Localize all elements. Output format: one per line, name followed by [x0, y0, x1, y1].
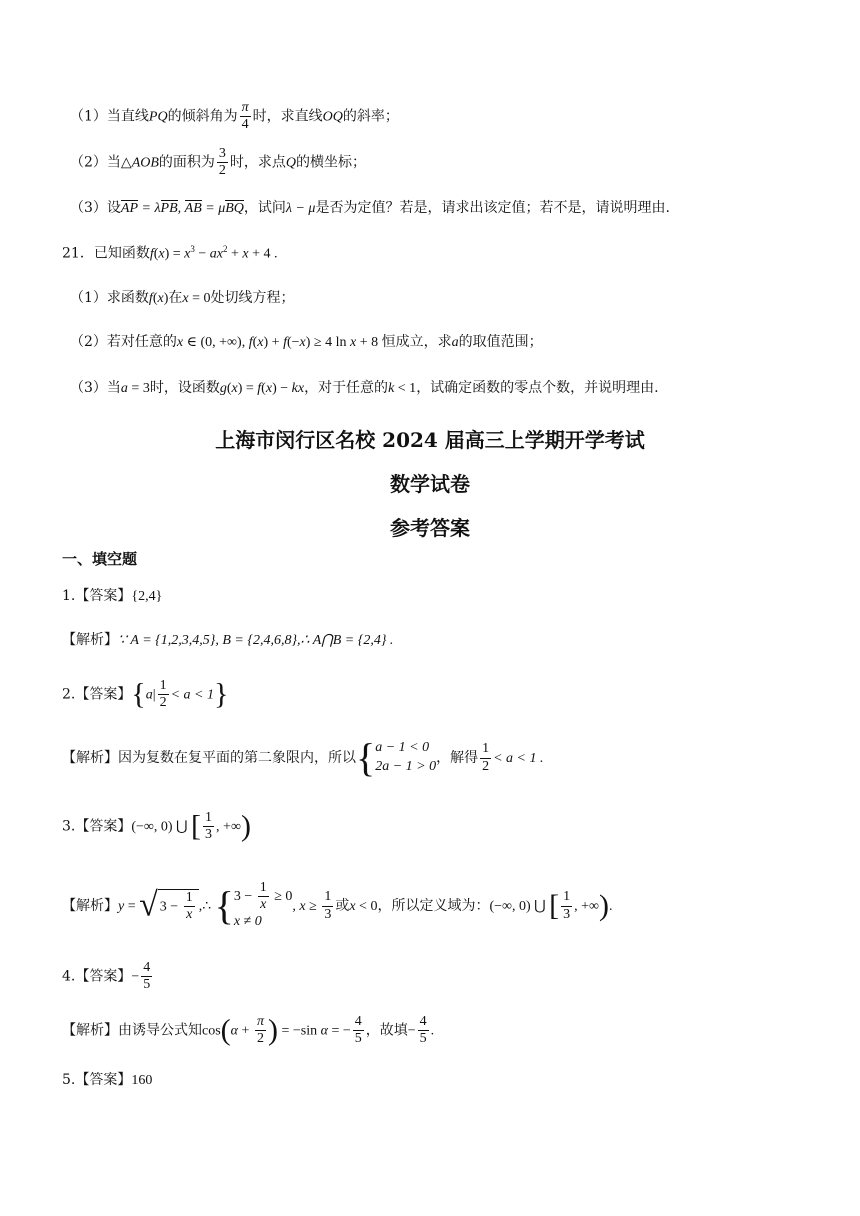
answer-1: 1.【答案】{2,4} — [62, 588, 163, 604]
q21-part1: （1）求函数f(x)在x = 0处切线方程； — [70, 290, 295, 306]
q20-part3: （3）设AP = λPB, AB = μBQ，试问λ − μ是否为定值？若是，请求出该定值；若不是，请说明理由. — [70, 200, 670, 216]
answer-3-explanation: 【解析】y = √ 3 − $\frac{1}{x}$ ,∴ { 3 − $\frac{1}{x}$ ≥ 0 x ≠ 0 , x ≥ $\frac{1}{3}$ 或x < 0，所以定义域为：(−∞, 0) ⋃ [ $\frac{1}{3}$ , +∞). — [62, 880, 613, 930]
answer-2-explanation: 【解析】因为复数在复平面的第二象限内，所以{ a − 1 < 0 2a − 1 > 0 ，解得 $\frac{1}{2}$ < a < 1 . — [62, 735, 544, 780]
answers-title: 参考答案 — [390, 516, 470, 540]
q21-part2: （2）若对任意的x ∈ (0, +∞), f(x) + f(−x) ≥ 4 ln x + 8 恒成立，求a的取值范围； — [70, 334, 543, 350]
q20-part1: （1）当直线PQ的倾斜角为 $\frac{\pi}{4}$ 时，求直线OQ的斜率； — [70, 100, 399, 133]
answer-2: 2.【答案】{a| $\frac{1}{2}$ < a < 1} — [62, 677, 229, 711]
document-title: 上海市闵行区名校 2024 届高三上学期开学考试 — [215, 428, 645, 452]
q20-part2: （2）当△AOB的面积为 $\frac{3}{2}$ 时，求点Q的横坐标； — [70, 146, 367, 179]
section-heading: 一、填空题 — [62, 550, 138, 568]
answer-5: 5.【答案】160 — [62, 1072, 153, 1088]
answer-4-explanation: 【解析】由诱导公式知cos(α + $\frac{\pi}{2}$ ) = −sin α = − $\frac{4}{5}$ ，故填− $\frac{4}{5}$ . — [62, 1013, 435, 1047]
answer-1-explanation: 【解析】∵ A = {1,2,3,4,5}, B = {2,4,6,8},∴ A⋂B = {2,4} . — [62, 632, 394, 648]
answer-4: 4.【答案】− $\frac{4}{5}$ — [62, 960, 151, 993]
q21-part3: （3）当a = 3时，设函数g(x) = f(x) − kx，对于任意的k < 1，试确定函数的零点个数，并说明理由. — [70, 380, 659, 396]
answer-3: 3.【答案】(−∞, 0) ⋃ [ $\frac{1}{3}$ , +∞) — [62, 809, 251, 843]
subject-title: 数学试卷 — [390, 472, 470, 496]
q21-stem: 21．已知函数$f(x) = x^3 - ax^2 + x + 4$ . — [62, 244, 278, 262]
